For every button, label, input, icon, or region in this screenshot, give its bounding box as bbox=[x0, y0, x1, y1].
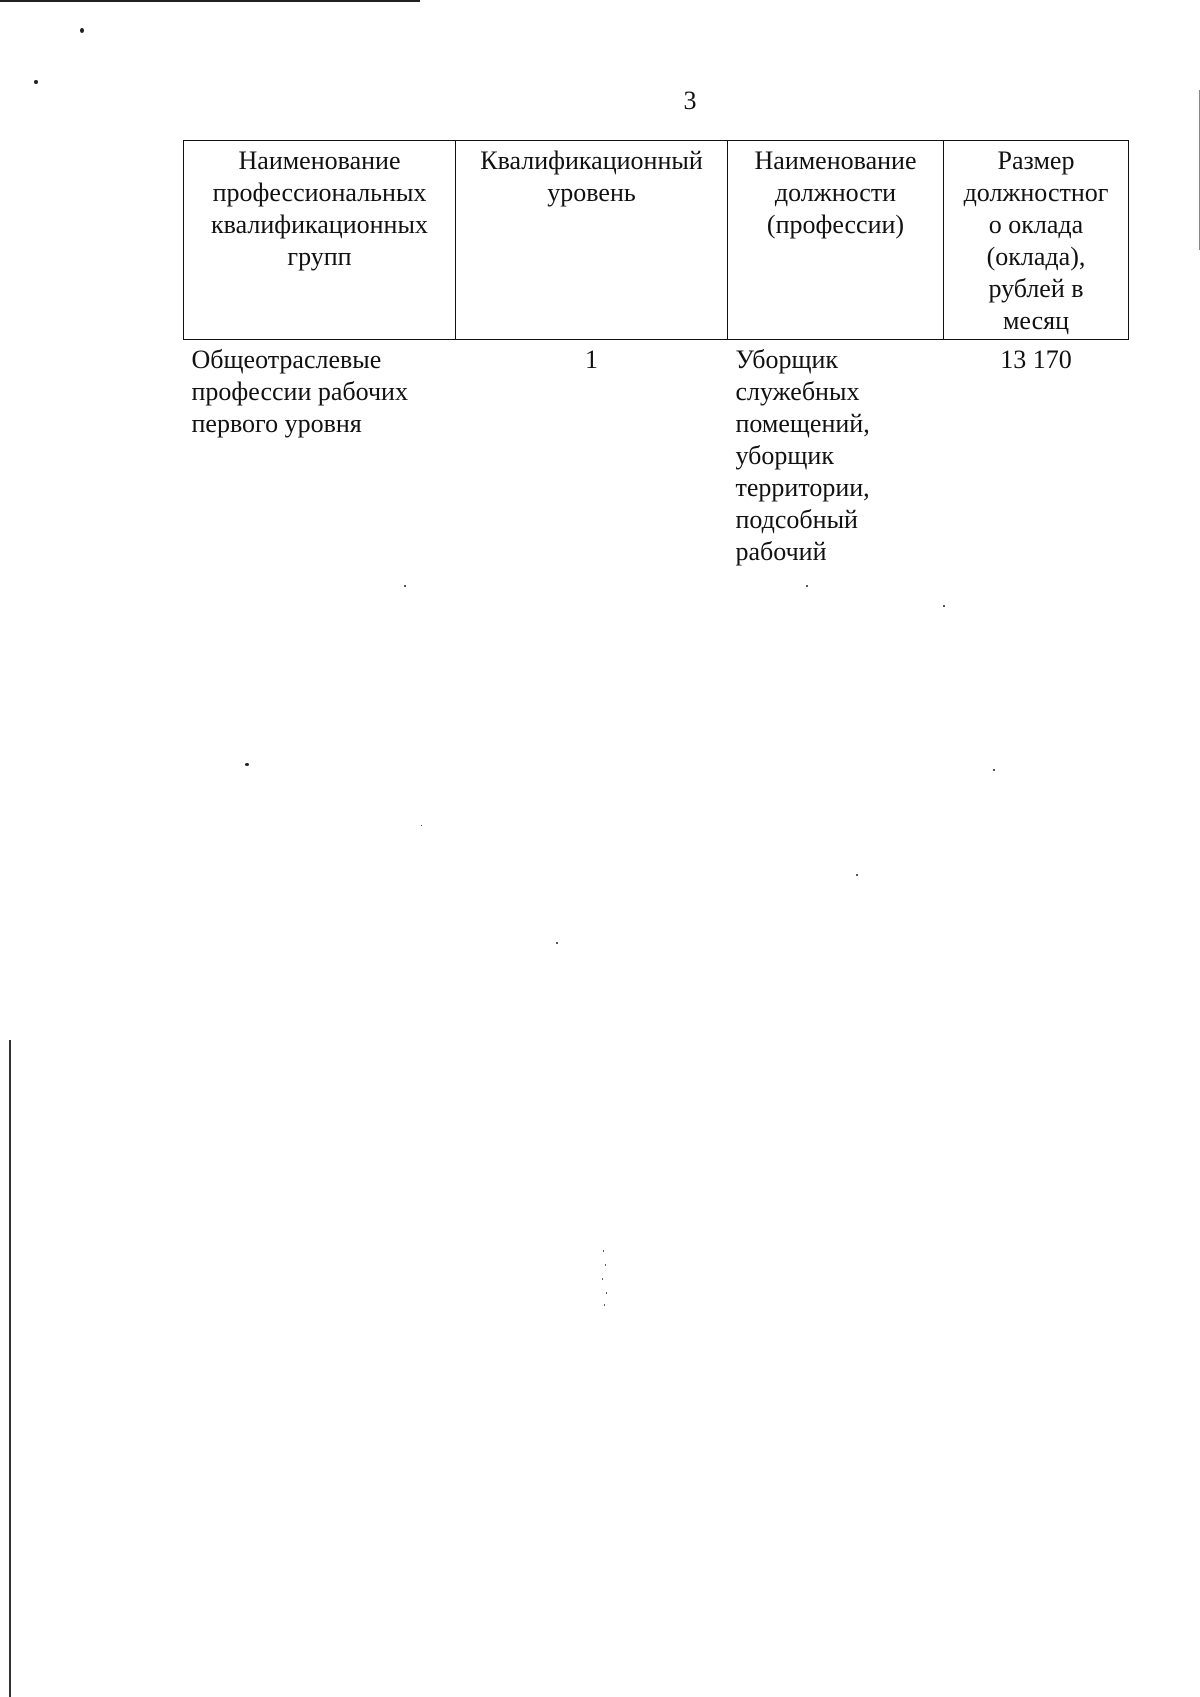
scan-edge-top bbox=[0, 0, 420, 2]
table-header-row bbox=[184, 141, 1129, 340]
page-number: 3 bbox=[683, 86, 697, 115]
scan-speck bbox=[604, 1304, 605, 1306]
header-qualification-level: Квалификационный уровень bbox=[456, 141, 728, 340]
header-salary-size: Размер должностног о оклада (оклада), рублей в месяц bbox=[944, 141, 1129, 340]
salary-table bbox=[183, 140, 1129, 572]
scan-speck bbox=[606, 1292, 607, 1294]
scan-speck bbox=[806, 585, 808, 587]
cell-level: 1 bbox=[585, 345, 598, 374]
scan-edge-left bbox=[9, 1040, 11, 1697]
scan-speck bbox=[404, 585, 406, 587]
cell-salary: 13 170 bbox=[1000, 345, 1072, 374]
scan-speck bbox=[556, 942, 558, 944]
scan-speck bbox=[943, 605, 945, 607]
scan-speck bbox=[34, 80, 38, 84]
cell-group: Общеотраслевые профессии рабочих первого уровня bbox=[191, 345, 408, 438]
scan-speck bbox=[856, 874, 858, 876]
scan-speck bbox=[80, 28, 84, 33]
cell-position: Уборщик служебных помещений, уборщик территории, подсобный рабочий bbox=[735, 345, 870, 566]
salary-table-container bbox=[183, 140, 1128, 572]
scan-speck bbox=[993, 769, 995, 771]
scan-speck bbox=[605, 1264, 606, 1266]
header-position-name: Наименование должности (профессии) bbox=[728, 141, 944, 340]
scan-speck bbox=[603, 1250, 604, 1252]
scan-speck bbox=[602, 1278, 603, 1280]
table-row bbox=[184, 340, 1129, 573]
header-professional-groups: Наименование профессиональных квалификационных групп bbox=[184, 141, 456, 340]
scan-speck bbox=[421, 825, 422, 826]
scan-speck bbox=[245, 763, 249, 766]
